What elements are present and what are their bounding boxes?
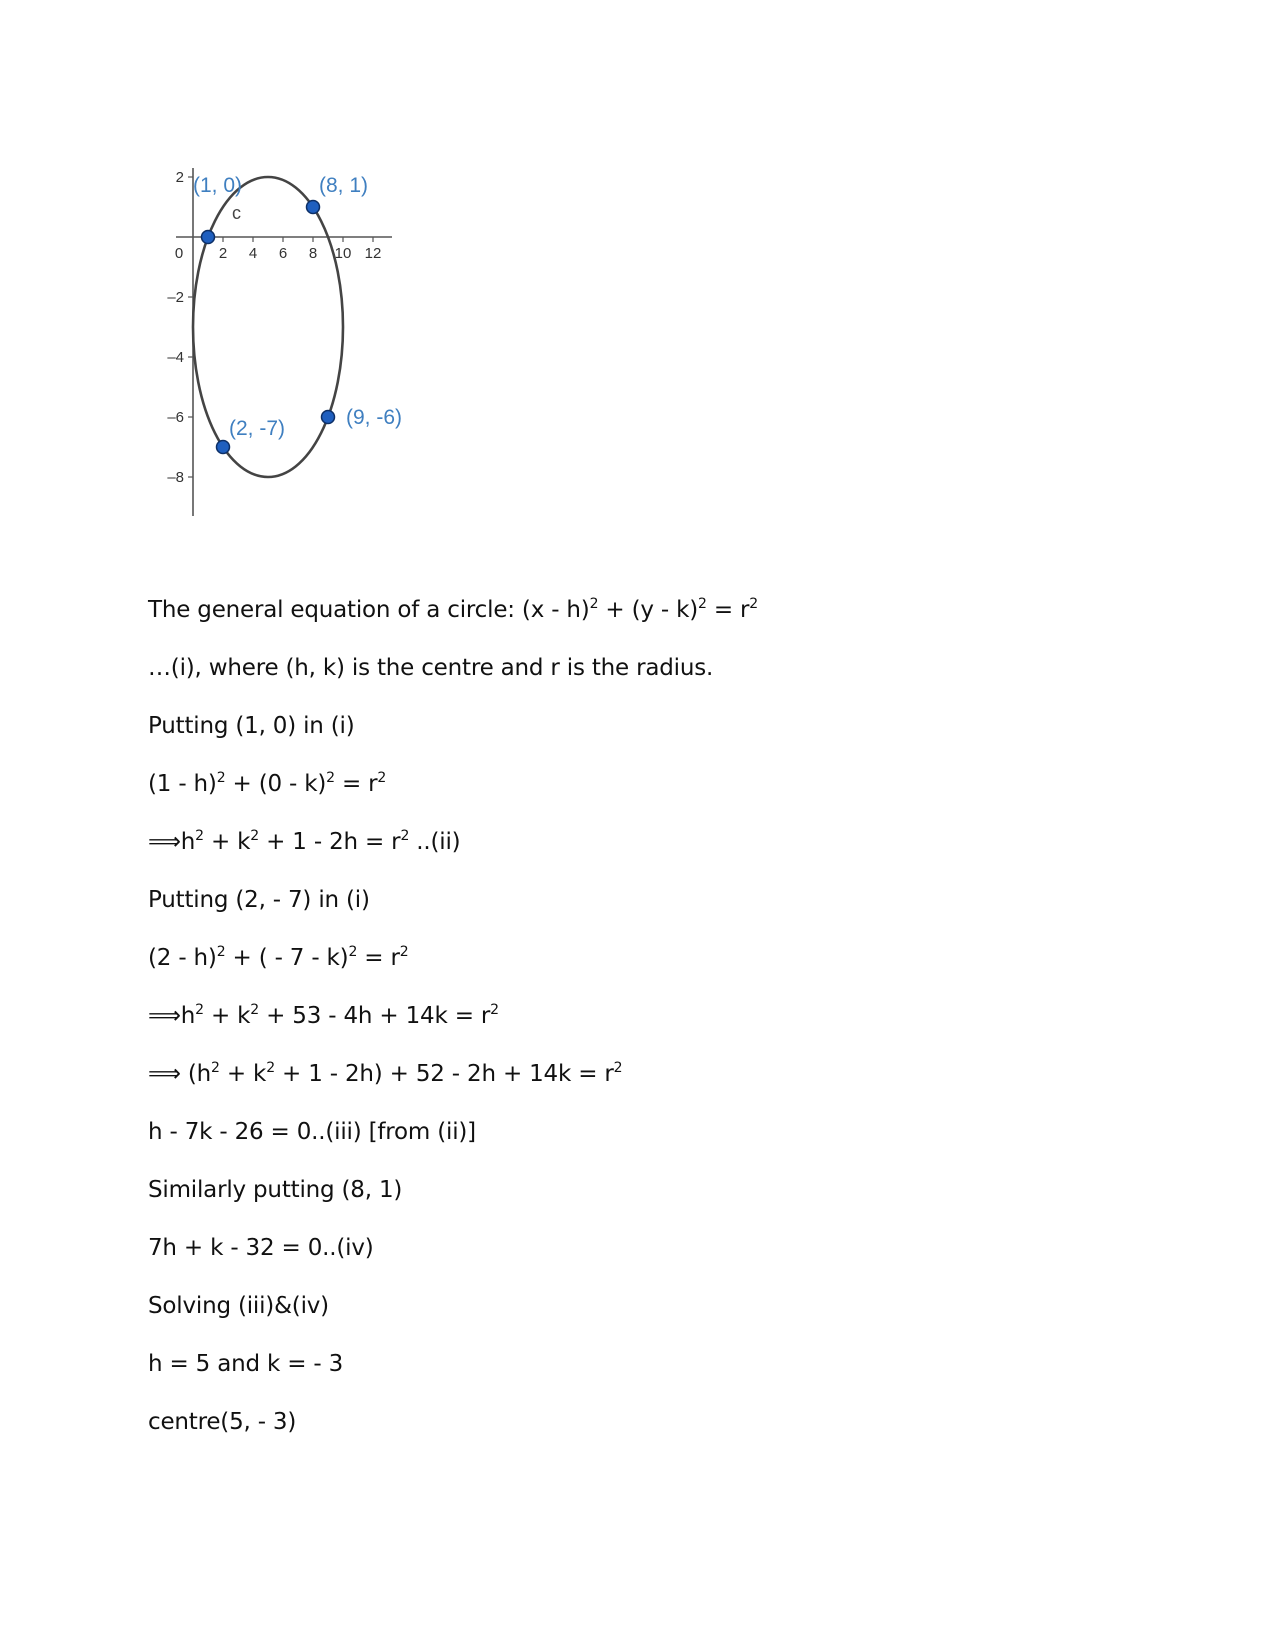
result-line: h = 5 and k = - 3 [148, 1351, 344, 1377]
equation-line: 7h + k - 32 = 0..(iv) [148, 1235, 374, 1261]
equation-line: $⟹h^2 + k^2 + 53 - 4h + 14k = r^2$ [148, 1002, 499, 1029]
data-point [217, 441, 230, 454]
x-tick-label: 12 [364, 245, 382, 262]
point-label: (9, -6) [346, 406, 403, 429]
circle-graph [140, 135, 600, 545]
step-heading: Putting (1, 0) in (i) [148, 713, 355, 739]
result-line: centre(5, - 3) [148, 1409, 297, 1435]
point-label: (8, 1) [319, 174, 369, 197]
solution-text [148, 595, 1228, 1465]
data-point [322, 411, 335, 424]
data-point [307, 201, 320, 214]
step-heading: Solving (iii)&(iv) [148, 1293, 329, 1319]
y-tick-label: –6 [167, 409, 184, 426]
equation-note-line: …(i), where (h, k) is the centre and r is the radius. [148, 655, 714, 681]
axes [176, 168, 392, 516]
x-tick-label: 2 [218, 245, 228, 262]
x-tick-label: 0 [174, 245, 184, 262]
step-heading: Similarly putting (8, 1) [148, 1177, 403, 1203]
equation-line: (2 - h)$^2$ + ( - $7 - k)^2 = r^2$ [148, 944, 409, 971]
data-points [193, 174, 402, 454]
x-tick-label: 10 [334, 245, 352, 262]
y-tick-label: –4 [167, 349, 184, 366]
circle-label: c [232, 203, 241, 223]
step-heading: Putting (2, - 7) in (i) [148, 887, 370, 913]
point-label: (1, 0) [193, 174, 243, 197]
y-tick-label: –8 [167, 469, 184, 486]
y-tick-label: 2 [175, 169, 184, 186]
y-tick-label: –2 [167, 289, 184, 306]
general-equation-line: The general equation of a circle: $(x - h)^2 + (y - k)^2 = r^2$ [148, 596, 759, 623]
equation-line: $(1 - h)^2 + (0 - k)^2 = r^2$ [148, 770, 387, 797]
equation-line: h - 7k - 26 = 0..(iii) [from (ii)] [148, 1119, 476, 1145]
equation-line: ⟹ $(h^2 + k^2 + 1 - 2h) + 52 - 2h + 14k = r^2$ [148, 1060, 623, 1087]
data-point [202, 231, 215, 244]
equation-line: $⟹h^2 + k^2 + 1 - 2h = r^2$ ..(ii) [148, 828, 461, 855]
point-label: (2, -7) [229, 417, 286, 440]
x-tick-label: 4 [248, 245, 258, 262]
x-tick-label: 6 [278, 245, 288, 262]
x-tick-label: 8 [308, 245, 318, 262]
